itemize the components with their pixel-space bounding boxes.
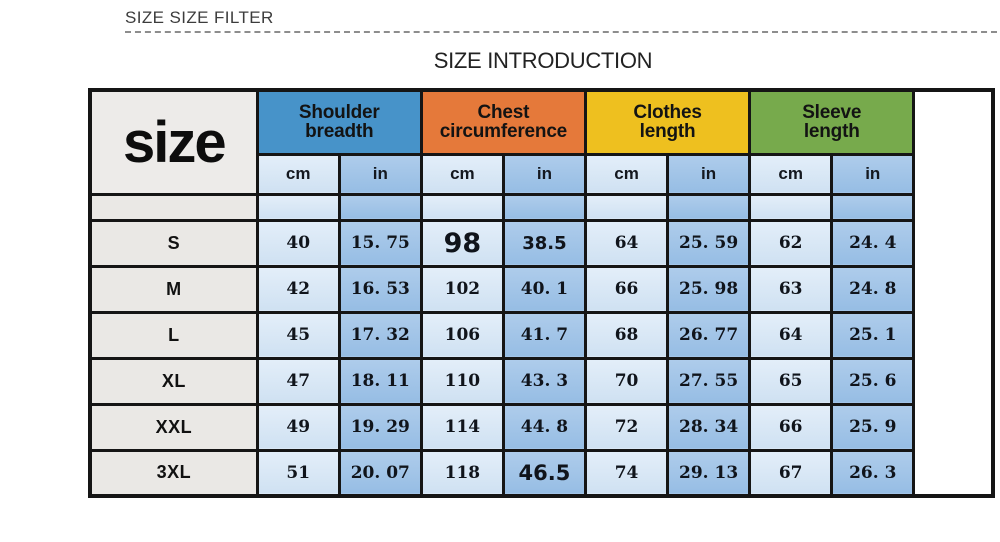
value-cell: 98	[421, 220, 503, 266]
unit-header-cm: cm	[257, 154, 339, 194]
table-row-s	[90, 220, 993, 266]
spacer-cell	[832, 194, 914, 220]
value-cell: 25. 1	[832, 312, 914, 358]
value-cell: 106	[421, 312, 503, 358]
group-header-shoulder: Shoulder breadth	[257, 90, 421, 154]
value-cell: 25. 6	[832, 358, 914, 404]
unit-header-cm: cm	[750, 154, 832, 194]
value-cell: 64	[585, 220, 667, 266]
value-cell: 67	[750, 450, 832, 496]
empty-column	[914, 90, 993, 496]
value-cell: 15. 75	[339, 220, 421, 266]
value-cell: 18. 11	[339, 358, 421, 404]
size-row-label: XL	[90, 358, 257, 404]
spacer-label-cell	[90, 194, 257, 220]
size-row-label: S	[90, 220, 257, 266]
value-cell: 16. 53	[339, 266, 421, 312]
table-row-3xl	[90, 450, 993, 496]
value-cell: 66	[750, 404, 832, 450]
value-cell: 29. 13	[668, 450, 750, 496]
spacer-cell	[503, 194, 585, 220]
size-row-label: 3XL	[90, 450, 257, 496]
value-cell: 17. 32	[339, 312, 421, 358]
unit-header-in: in	[832, 154, 914, 194]
value-cell: 70	[585, 358, 667, 404]
value-cell: 28. 34	[668, 404, 750, 450]
unit-header-in: in	[668, 154, 750, 194]
value-cell: 102	[421, 266, 503, 312]
size-corner-label: size	[123, 109, 225, 175]
value-cell: 118	[421, 450, 503, 496]
unit-header-in: in	[503, 154, 585, 194]
spacer-cell	[585, 194, 667, 220]
size-corner-cell	[90, 90, 257, 194]
group-header-sleeve: Sleeve length	[750, 90, 914, 154]
group-header-chest: Chest circumference	[421, 90, 585, 154]
spacer-cell	[421, 194, 503, 220]
group-header-clothes: Clothes length	[585, 90, 749, 154]
value-cell: 25. 9	[832, 404, 914, 450]
unit-header-cm: cm	[421, 154, 503, 194]
value-cell: 19. 29	[339, 404, 421, 450]
value-cell: 72	[585, 404, 667, 450]
value-cell: 65	[750, 358, 832, 404]
value-cell: 24. 4	[832, 220, 914, 266]
value-cell: 74	[585, 450, 667, 496]
unit-header-cm: cm	[585, 154, 667, 194]
spacer-cell	[339, 194, 421, 220]
value-cell: 68	[585, 312, 667, 358]
value-cell: 64	[750, 312, 832, 358]
value-cell: 41. 7	[503, 312, 585, 358]
size-chart-container	[88, 88, 995, 498]
unit-header-in: in	[339, 154, 421, 194]
table-row-xxl	[90, 404, 993, 450]
value-cell: 38.5	[503, 220, 585, 266]
size-row-label: XXL	[90, 404, 257, 450]
spacer-cell	[257, 194, 339, 220]
value-cell: 27. 55	[668, 358, 750, 404]
spacer-cell	[750, 194, 832, 220]
value-cell: 25. 98	[668, 266, 750, 312]
value-cell: 40	[257, 220, 339, 266]
value-cell: 62	[750, 220, 832, 266]
value-cell: 51	[257, 450, 339, 496]
value-cell: 47	[257, 358, 339, 404]
table-row-m	[90, 266, 993, 312]
dashed-divider	[125, 31, 997, 33]
value-cell: 114	[421, 404, 503, 450]
table-row-xl	[90, 358, 993, 404]
table-row-l	[90, 312, 993, 358]
value-cell: 42	[257, 266, 339, 312]
size-row-label: L	[90, 312, 257, 358]
value-cell: 43. 3	[503, 358, 585, 404]
size-filter-label: SIZE SIZE FILTER	[125, 8, 274, 27]
value-cell: 49	[257, 404, 339, 450]
value-cell: 20. 07	[339, 450, 421, 496]
value-cell: 26. 3	[832, 450, 914, 496]
value-cell: 44. 8	[503, 404, 585, 450]
value-cell: 25. 59	[668, 220, 750, 266]
value-cell: 46.5	[503, 450, 585, 496]
size-row-label: M	[90, 266, 257, 312]
value-cell: 40. 1	[503, 266, 585, 312]
size-introduction-title: SIZE INTRODUCTION	[433, 48, 653, 73]
value-cell: 24. 8	[832, 266, 914, 312]
spacer-cell	[668, 194, 750, 220]
value-cell: 110	[421, 358, 503, 404]
value-cell: 63	[750, 266, 832, 312]
value-cell: 26. 77	[668, 312, 750, 358]
value-cell: 66	[585, 266, 667, 312]
size-chart-table	[88, 88, 995, 498]
value-cell: 45	[257, 312, 339, 358]
